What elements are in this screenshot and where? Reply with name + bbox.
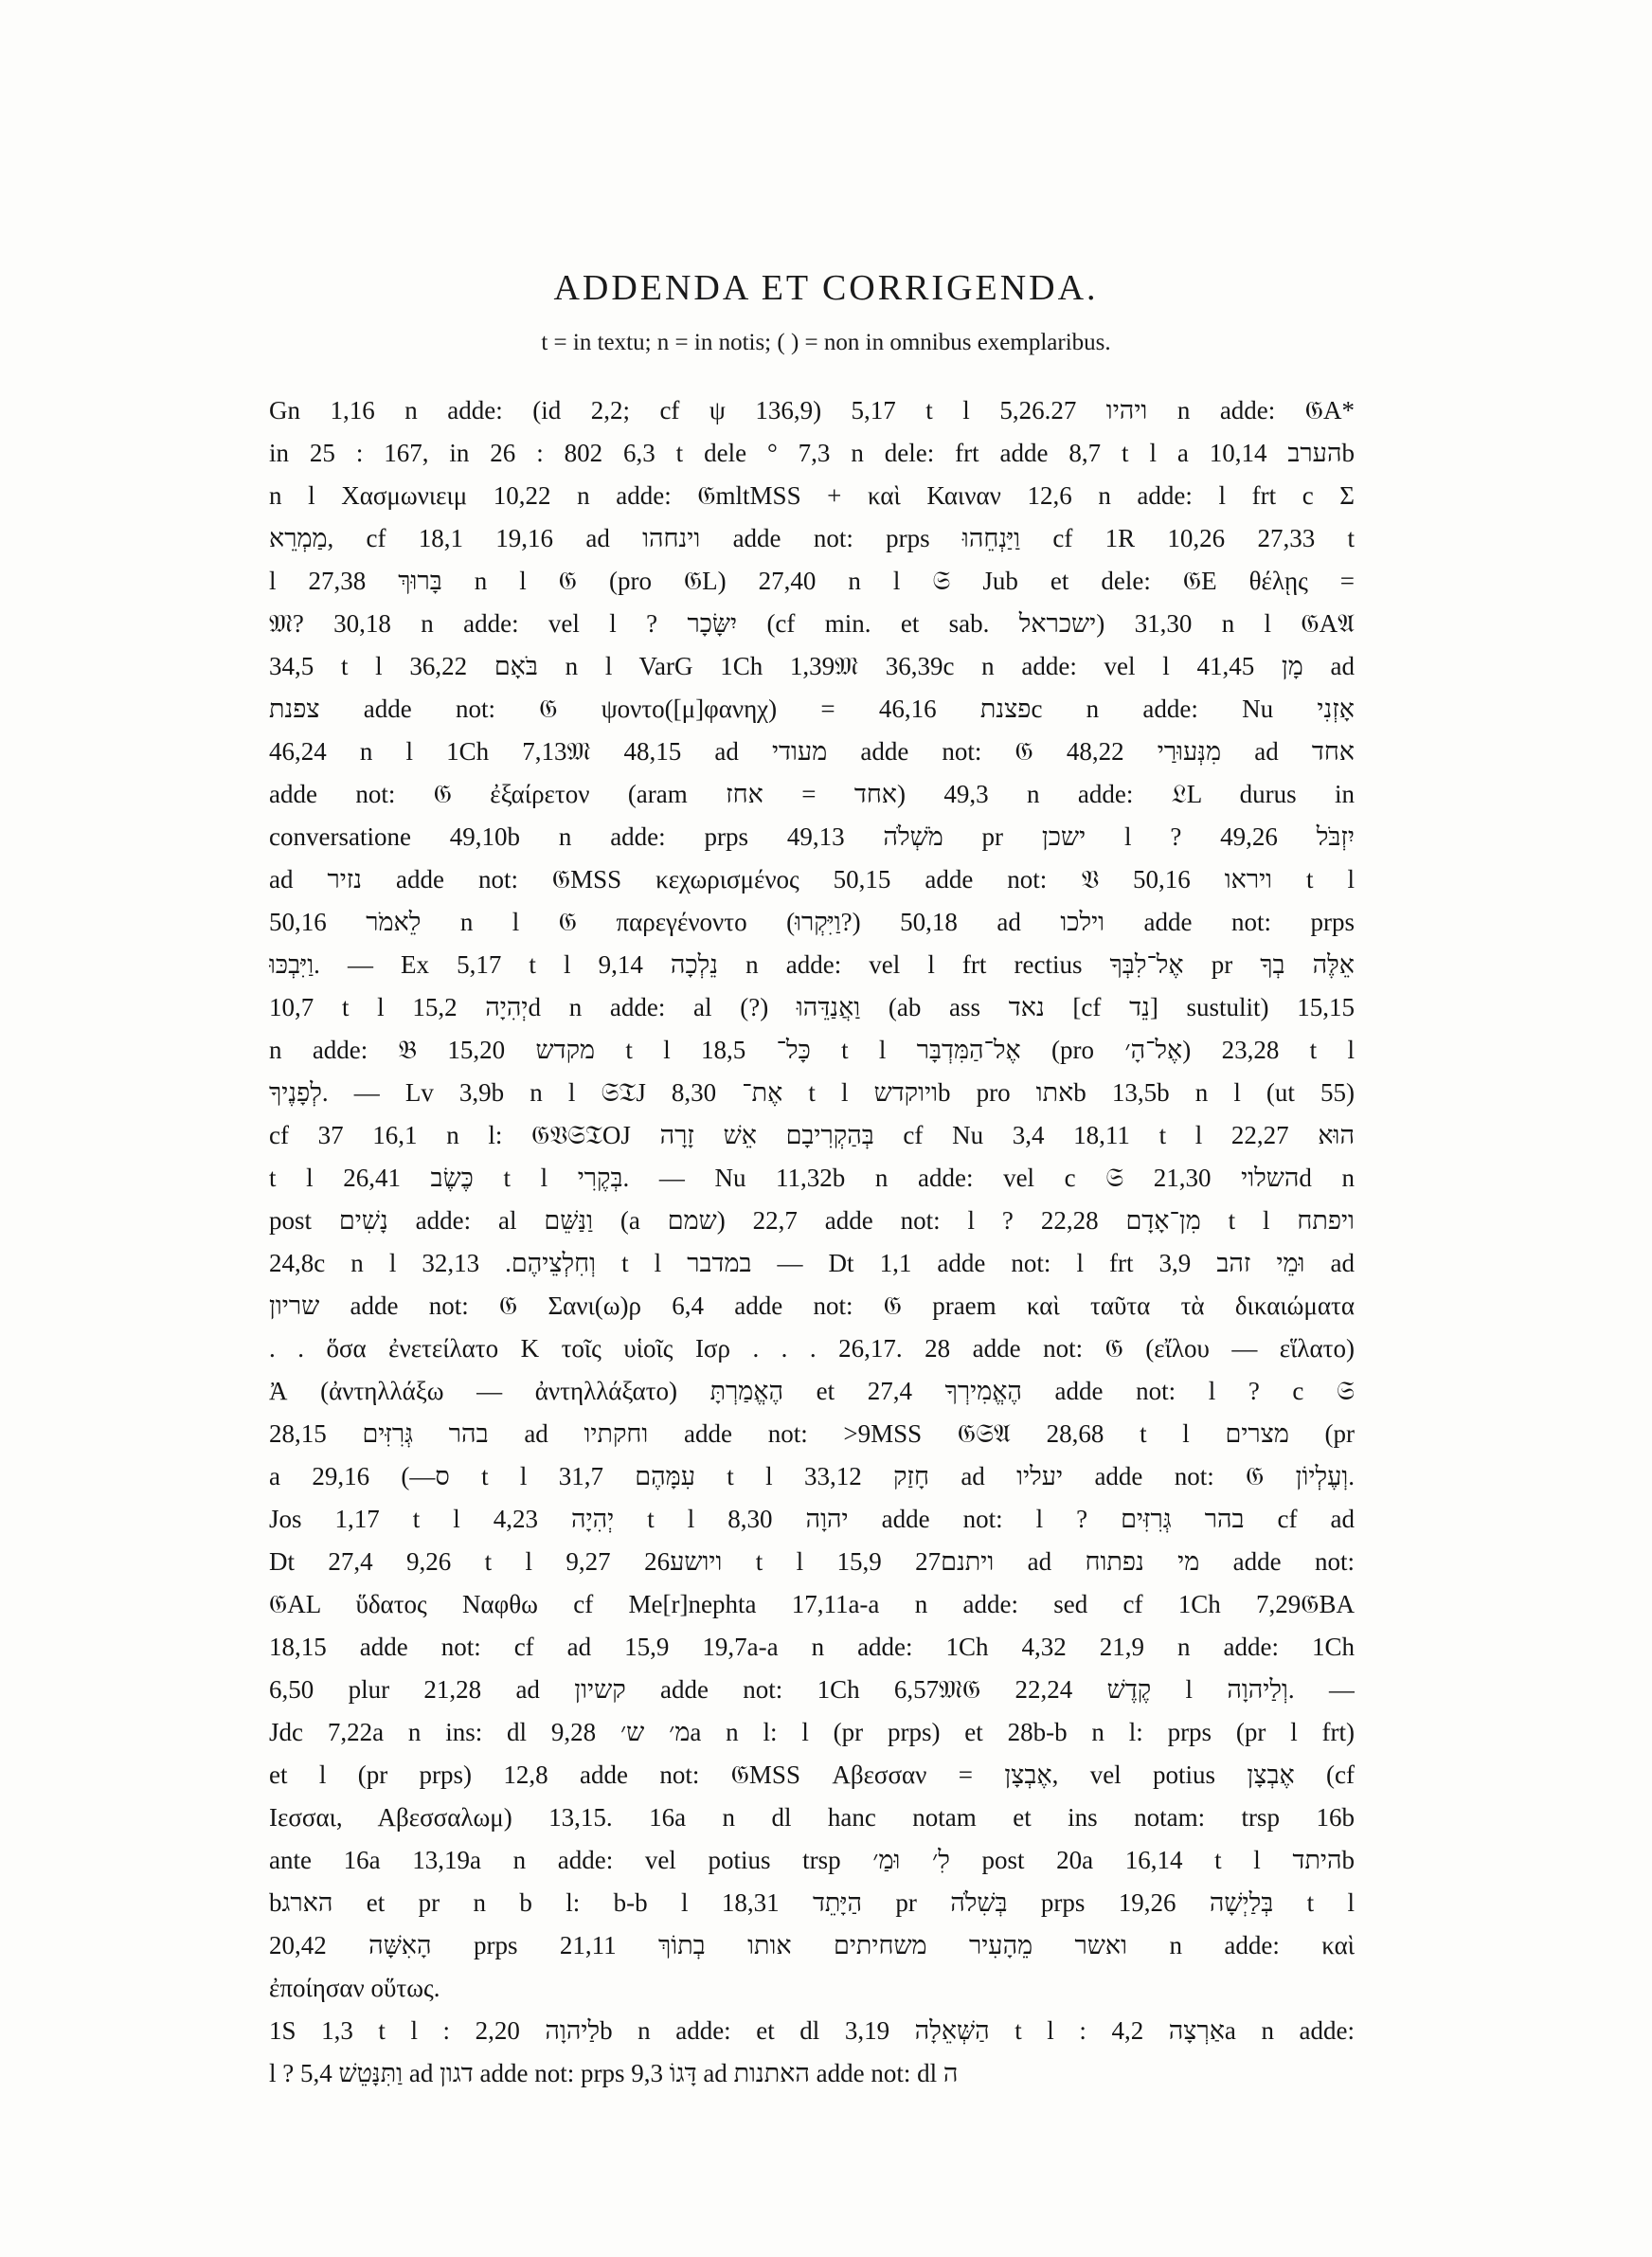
text-line: מַמְרֵא, cf 18,1 19,16 ad וינחהו adde not: prps וַיַּנְחֵהוּ cf 1R 10,26 27,33 t [269,524,1355,552]
text-line: הָאִשָּׁה 20,42 prps ואשר מֵהָעִיר משחיתים אותו בְתוֹךְ 21,11 n adde: καὶ [269,1931,1355,1959]
text-line: 𝔊AL ὕδατος Ναφθω cf Me[r]nephta 17,11a-a n adde: sed cf 1Ch 7,29𝔊BA [269,1590,1355,1618]
text-line: Jdc 7,22a n ins: dl מ׳ ש׳ 9,28a n l: l (pr prps) et 28b-b n l: prps (pr l frt) [269,1718,1355,1746]
text-line: bהארג et pr n b l: b-b l הַיָּתֵד 18,31 pr בְּשִׁלֹה prps בְּלַיְשָׁה 19,26 t l [269,1888,1355,1917]
text-line: בהר גְּרִזִּים 28,15 ad וחקתיו adde not: >9MSS 𝔊𝔖𝔄 28,68 t l מצרים (pr [269,1419,1355,1448]
text-line: l בָּרוּךְ 27,38 n l 𝔊 (pro 𝔊L) 27,40 n l 𝔖 Jub et dele: 𝔊E θέλῃς = [269,567,1355,595]
text-line: n l Χασμωνιειμ 10,22 n adde: 𝔊mltMSS + καὶ Καιναν 12,6 n adde: l frt c Σ [269,481,1355,510]
text-line: n adde: 𝔅 מקדש 15,20 t l כָּל־ 18,5 t l אֶל־הַמִּדְבָּר (pro אֶל־הָ׳) 23,28 t l [269,1036,1355,1064]
text-line: 6,50 plur 21,28 ad קשיון adde not: 1Ch 6,57𝔐𝔊 קֶדֶשׁ 22,24 l וְלַיהוָה. — [269,1675,1355,1704]
text-line: Gn 1,16 n adde: (id 2,2; cf ψ 136,9) 5,17 t l ויהיו 5,26.27 n adde: 𝔊A* [269,396,1355,424]
abbreviation-legend: t = in textu; n = in notis; ( ) = non in omnibus exemplaribus. [541,330,1111,355]
page-title: ADDENDA ET CORRIGENDA. [553,268,1099,308]
text-line: ad נזיר adde not: 𝔊MSS κεχωρισμένος 50,15 adde not: 𝔙 ויראו 50,16 t l [269,865,1355,894]
text-line: 10,7 t l יְהִיָה 15,2d n adde: al (?) וַאֲנַדֵּהוּ (ab ass נאד [cf נֵד] sustulit) 15,15 [269,993,1355,1021]
text-line: l ? וַתִּנָּטֵשׁ 5,4 ad דגון adde not: prps דָּגוֹ 9,3 ad האתנות adde not: dl ה [269,2059,959,2087]
text-line: cf 37 16,1 n l: 𝔊𝔙𝔖𝔗OJ בְּהַקְרִיבָם אֵשׁ זָרָה cf Nu 3,4 18,11 t l הוּא 22,27 [269,1121,1355,1149]
text-line: 34,5 t l בֹּאָם 36,22 n l VarG 1Ch 1,39𝔐 36,39c n adde: vel l מָן 41,45 ad [269,652,1355,680]
text-line: וַיִּבְכּוּ. — Ex 5,17 t l נֵלְכָה 9,14 n adde: vel l frt rectius אֶל־לִבְּךָ pr אֵלֶּה בְךָ [269,950,1355,979]
text-line: ante 16a 13,19a n adde: vel potius trsp לִ׳ וּמַ׳ post 20a 16,14 t l היתדb [269,1846,1355,1874]
text-line: Ἀ (ἀντηλλάξω — ἀντηλλάξατο) הֶאֱמַרְתָּ et הֶאֱמִירְךָ 27,4 adde not: l ? c 𝔖 [269,1377,1355,1405]
text-line: 1S 1,3 t l : לַיהוָה 2,20b n adde: et dl הַשְּׁאֵלָה 3,19 t l : אַרְצָה 4,2a n adde: [269,2016,1355,2045]
text-line: 24,8c n l וְחִלְצֵיהֶם. 32,13 t l במדבר — Dt 1,1 adde not: l frt וּמֵי זהב 3,9 ad [269,1249,1355,1277]
text-line: לֵאמֹר 50,16 n l 𝔊 παρεγένοντο (וַיִּקְרוּ?) 50,18 ad וילכו adde not: prps [269,908,1355,936]
text-line: Jos 1,17 t l יְהִיָה 4,23 t l יהוָה 8,30 adde not: l ? בהר גְּרִזִּים cf ad [269,1505,1355,1533]
text-line: et l (pr prps) 12,8 adde not: 𝔊MSS Αβεσσαν = אֶבְצָן, vel potius אֶבְצָן (cf [269,1760,1355,1789]
text-line: conversatione 49,10b n adde: prps מֹשְׁלֹה 49,13 pr ישכן l ? יִזְבֹּל 49,26 [269,822,1355,851]
text-line: 18,15 adde not: cf ad 15,9 19,7a-a n adde: 1Ch 4,32 21,9 n adde: 1Ch [269,1633,1355,1661]
text-line: t l כֶּשֶׂב 26,41 t l בְּקֶרִי. — Nu 11,32b n adde: vel c 𝔖 השלוי 21,30d n [269,1164,1355,1192]
text-line: צפנת adde not: 𝔊 ψοντο([μ]φανηχ) = פצנת 46,16c n adde: Nu אָזְנִי [269,695,1355,723]
text-line: post נָשִׁים adde: al וַנַּשֵּׁם (a שמם) 22,7 adde not: l ? מִן־אָדָם 22,28 t l ויפתח [269,1206,1355,1235]
text-line: a ס—) 29,16 t l עִמָּהֶם 31,7 t l חָזַק 33,12 ad יעליו adde not: 𝔊 וְעֶלְיוֹן. [269,1462,1355,1490]
text-line: לְפָנֶיךָ. — Lv 3,9b n l 𝔖𝔗J אֶת־ 8,30 t l ויוקדשb pro אתוb 13,5b n l (ut 55) [269,1078,1355,1107]
text-line: Ιεσσαι, Αβεσσαλωμ) 13,15. 16a n dl hanc notam et ins notam: trsp 16b [269,1803,1355,1832]
text-line: in 25 : 167, in 26 : 802 6,3 t dele ° 7,3 n dele: frt adde 8,7 t l a הערב 10,14b [269,439,1355,467]
text-line: Dt 27,4 9,26 t l ויושע26 9,27 t l ויתנם27 15,9 ad מי נפתוח adde not: [269,1547,1355,1576]
text-line: . . ὅσα ἐνετείλατο Κ τοῖς υἱοῖς Ισρ . . . 26,17. 28 adde not: 𝔊 (εἴλου — εἵλατο) [269,1334,1355,1363]
text-line: ἐποίησαν οὕτως. [269,1974,440,2002]
text-line: adde not: 𝔊 ἐξαίρετον (aram אחד = אחז) 49,3 n adde: 𝔏L durus in [269,780,1355,808]
text-line: 46,24 n l 1Ch 7,13𝔐 48,15 ad מעודי adde not: 𝔊 מִנְּעוּרַי 48,22 ad אחד [269,737,1355,766]
text-line: שריון adde not: 𝔊 Σανι(ω)ρ 6,4 adde not: 𝔊 praem καὶ ταῦτα τὰ δικαιώματα [269,1291,1355,1320]
text-line: 𝔐? 30,18 n adde: vel l ? יִשָּׂכָר (cf min. et sab. ישכראל) 31,30 n l 𝔊A𝔄 [269,609,1355,638]
